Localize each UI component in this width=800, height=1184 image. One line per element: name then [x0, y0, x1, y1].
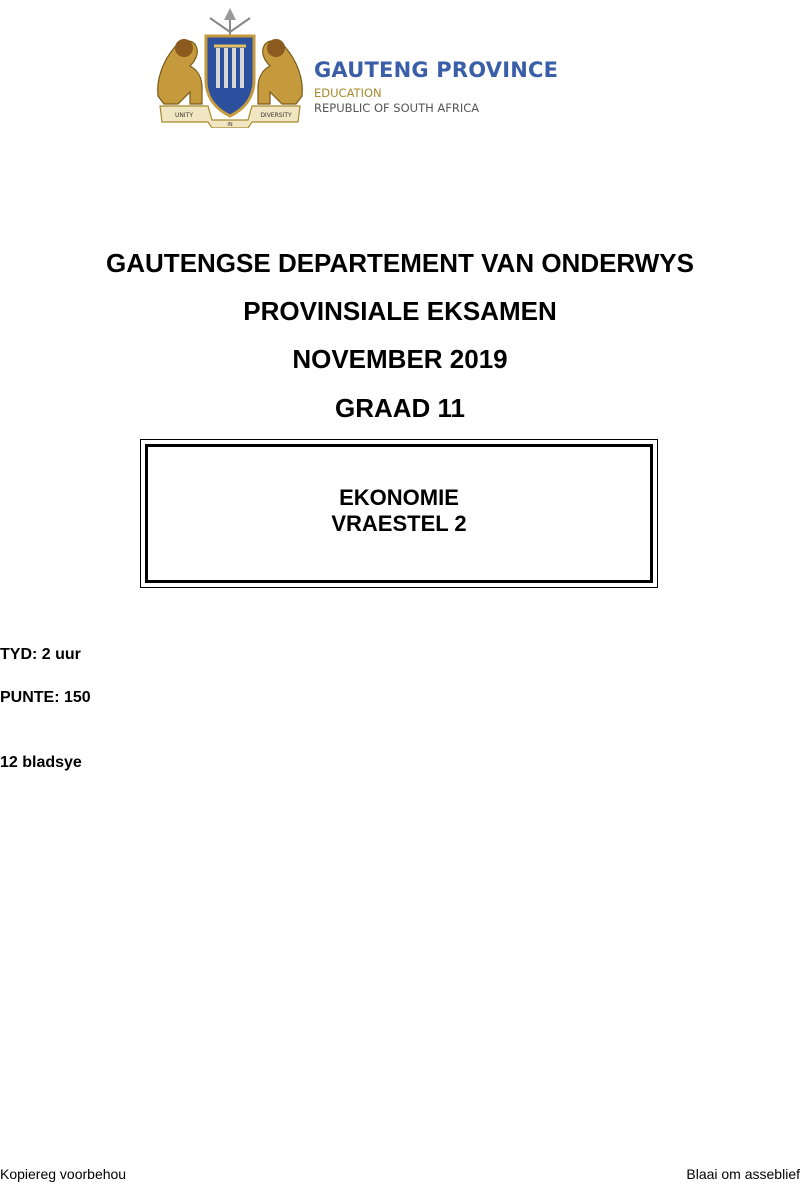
- department-heading: GAUTENGSE DEPARTEMENT VAN ONDERWYS: [106, 248, 694, 278]
- logo-title: GAUTENG PROVINCE: [314, 58, 559, 82]
- exam-time: TYD: 2 uur: [0, 646, 81, 663]
- date-heading: NOVEMBER 2019: [292, 344, 508, 374]
- gauteng-logo: [150, 8, 570, 128]
- motto-left: UNITY: [175, 112, 193, 119]
- logo-education: EDUCATION: [314, 86, 382, 100]
- motto-mid: IN: [227, 122, 233, 128]
- subject-box: [140, 439, 658, 588]
- motto-right: DIVERSITY: [260, 112, 292, 119]
- footer-copyright: Kopiereg voorbehou: [0, 1166, 127, 1182]
- subject-name: EKONOMIE: [339, 485, 459, 510]
- logo-text: [314, 58, 558, 115]
- page-count: 12 bladsye: [0, 754, 82, 771]
- exam-marks: PUNTE: 150: [0, 689, 91, 706]
- exam-heading: PROVINSIALE EKSAMEN: [243, 296, 557, 326]
- footer-turn-over: Blaai om asseblief: [686, 1166, 800, 1182]
- paper-number: VRAESTEL 2: [331, 511, 467, 536]
- coat-of-arms-icon: [150, 8, 310, 128]
- subject-box-inner: [145, 444, 653, 583]
- logo-republic: REPUBLIC OF SOUTH AFRICA: [314, 101, 480, 115]
- grade-heading: GRAAD 11: [334, 393, 466, 423]
